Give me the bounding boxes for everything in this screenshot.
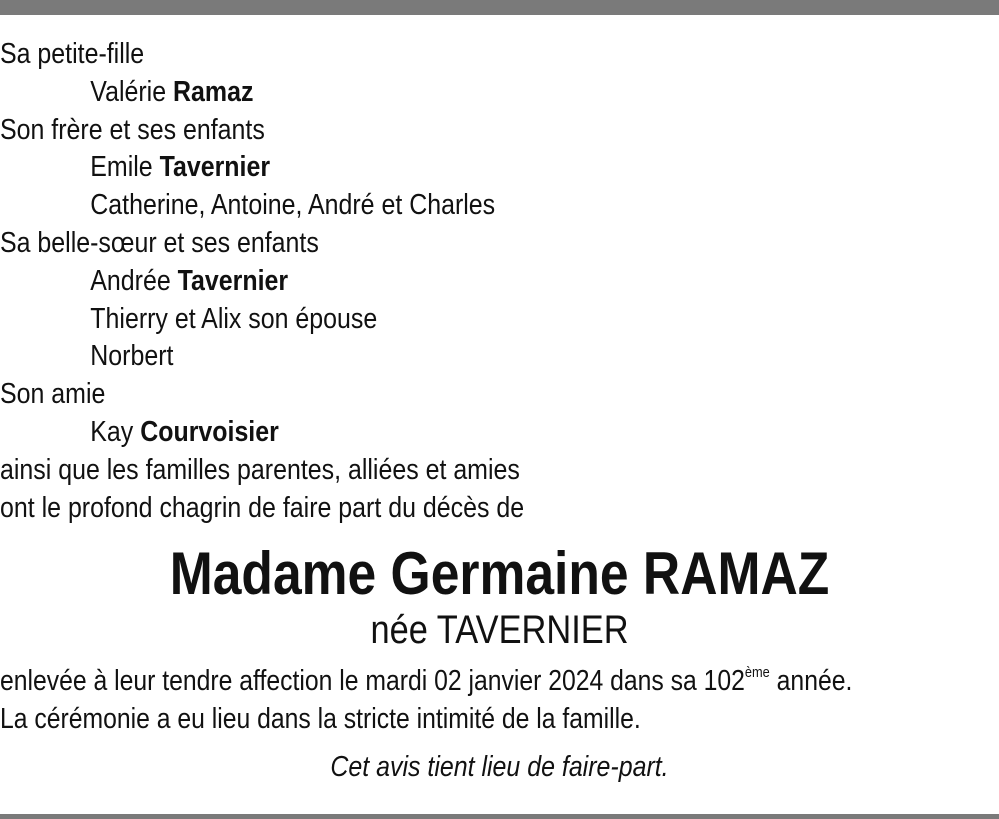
- member-first-name: Emile: [90, 151, 153, 184]
- relation-sister-in-law: Sa belle-sœur et ses enfants: [0, 226, 319, 259]
- member-first-name: Valérie: [90, 75, 167, 108]
- death-date-line: [0, 663, 852, 701]
- death-date-text: enlevée à leur tendre affection le mardi 02 janvier 2024 dans sa 102: [0, 665, 745, 698]
- ordinal-suffix: ème: [744, 664, 770, 682]
- member-first-name: Andrée: [90, 264, 171, 297]
- member-last-name: Tavernier: [177, 264, 289, 297]
- relation-friend: Son amie: [0, 378, 106, 411]
- member-thierry-alix: Thierry et Alix son épouse: [90, 302, 378, 335]
- member-last-name: Ramaz: [173, 75, 254, 108]
- member-kay-courvoisier: [0, 414, 859, 452]
- intro-line-announcement: ont le profond chagrin de faire part du décès de: [0, 491, 525, 524]
- death-date-end: année.: [769, 665, 853, 698]
- closing-line: Cet avis tient lieu de faire-part.: [330, 750, 669, 783]
- member-andree-tavernier: [0, 263, 859, 301]
- top-rule: [0, 0, 999, 15]
- member-brother-children: Catherine, Antoine, André et Charles: [90, 189, 496, 222]
- member-norbert: Norbert: [90, 340, 174, 373]
- member-emile-tavernier: [0, 149, 859, 187]
- member-first-name: Kay: [90, 415, 134, 448]
- deceased-maiden-name: née TAVERNIER: [370, 608, 629, 653]
- details-block: [0, 663, 999, 739]
- deceased-name: Madame Germaine RAMAZ: [169, 540, 830, 608]
- bottom-rule: [0, 814, 999, 819]
- member-valerie-ramaz: [0, 74, 859, 112]
- deceased-block: [0, 541, 999, 653]
- intro-line-families: ainsi que les familles parentes, alliées et amies: [0, 453, 520, 486]
- member-last-name: Courvoisier: [140, 415, 279, 448]
- ceremony-line: La cérémonie a eu lieu dans la stricte intimité de la famille.: [0, 703, 641, 736]
- member-last-name: Tavernier: [159, 151, 271, 184]
- relation-granddaughter: Sa petite-fille: [0, 38, 145, 70]
- relation-brother: Son frère et ses enfants: [0, 113, 265, 146]
- death-notice: [0, 36, 999, 786]
